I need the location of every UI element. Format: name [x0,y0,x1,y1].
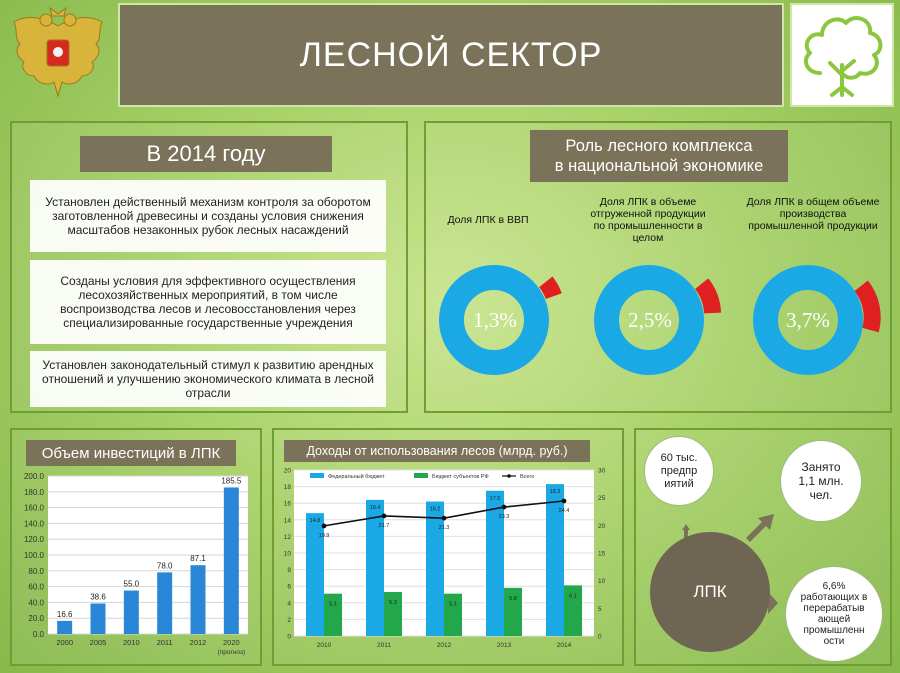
data-label: 24.4 [558,507,570,514]
line-point [382,514,387,519]
y-tick-label-left: 14 [283,517,291,525]
data-label: 23.3 [498,514,510,521]
arrow-upright-icon [746,514,774,542]
x-tick-label: 2013 [496,642,512,649]
bar [486,491,504,636]
y-tick-label: 100.0 [23,551,44,560]
x-tick-label: 2014 [556,642,572,649]
legend-label: Всего [520,474,535,480]
donut-label-shipped: Доля ЛПК в объеме отгруженной продукции по промышленности в целом [590,196,706,244]
y-tick-label-left: 12 [283,533,291,541]
data-label: 78.0 [156,561,173,571]
y-tick-label-left: 2 [287,616,291,624]
achievement-card: Установлен законодательный стимул к развитию арендных отношений и улучшению экономического климата в лесной отрасли [30,351,386,407]
data-label: 14.8 [309,518,321,525]
x-tick-label: 2005 [89,638,107,647]
x-tick-note: (прогноз) [217,649,246,656]
line-point [562,499,567,504]
data-label: 16.2 [429,506,441,513]
legend-label: Бюджет субъектов РФ [432,474,489,480]
bar [324,594,342,636]
donut-label-gdp: Доля ЛПК в ВВП [447,214,529,226]
bar [306,513,324,636]
x-tick-label: 2011 [377,642,391,649]
investment-chart [12,470,260,662]
y-tick-label-left: 4 [287,600,291,608]
bar [426,502,444,636]
revenue-chart [276,464,620,662]
bar [91,604,106,634]
y-tick-label-left: 18 [283,484,291,492]
bar [57,621,72,634]
y-tick-label: 180.0 [23,487,44,497]
donut-label-production: Доля ЛПК в общем объеме производства промышленной продукции [746,196,880,232]
donut-value-shipped: 2,5% [628,308,672,332]
enterprises-bubble: 60 тыс. предпр иятий [644,436,714,506]
y-tick-label-left: 8 [287,567,291,575]
y-tick-label: 200.0 [23,472,44,481]
x-tick-label: 2012 [189,638,207,647]
bar [444,594,462,636]
bar [224,487,239,634]
data-label: 87.1 [190,554,206,564]
legend-swatch [310,473,324,478]
bar [546,484,564,636]
y-tick-label: 140.0 [23,519,44,529]
tree-icon [790,3,894,107]
y-tick-label: 60.0 [28,582,44,592]
achievement-card: Созданы условия для эффективного осуществления лесохозяйственных мероприятий, в том числе воспроизводства лесов и лесовосстановления через специализированные государственные учреждения [30,260,386,344]
data-label: 5.3 [389,600,397,607]
x-tick-label: 2012 [436,642,452,649]
y-tick-label-left: 20 [283,467,291,475]
line-point [442,516,447,521]
data-label: 18.3 [549,489,561,496]
bar [366,500,384,636]
data-label: 6.1 [569,593,577,600]
y-tick-label: 40.0 [28,598,44,608]
y-tick-label: 20.0 [28,614,44,624]
x-tick-label: 2010 [122,638,140,647]
data-label: 19.9 [318,532,330,539]
x-tick-label: 2000 [56,638,74,647]
employment-bubble: Занято 1,1 млн. чел. [780,440,862,522]
y-tick-label: 80.0 [28,566,44,576]
y-tick-label-left: 10 [283,550,291,558]
data-label: 16.4 [369,504,381,511]
y-tick-label-right: 10 [598,578,606,586]
data-label: 5.1 [449,601,457,608]
data-label: 185.5 [221,476,242,486]
revenue-title: Доходы от использования лесов (млрд. руб.) [284,440,590,462]
y-tick-label-right: 30 [598,467,606,475]
data-label: 17.5 [489,495,501,502]
y-tick-label-right: 20 [598,522,606,530]
year-section-title: В 2014 году [80,136,332,172]
y-tick-label: 160.0 [23,503,44,513]
y-tick-label-left: 16 [283,500,291,508]
legend-swatch [414,473,428,478]
data-label: 5.8 [509,595,517,602]
forest-industry-center: ЛПК [650,532,770,652]
data-label: 38.6 [90,592,106,602]
y-tick-label: 120.0 [23,535,44,545]
donut-value-production: 3,7% [786,308,830,332]
role-title-line1: Роль лесного комплекса [565,137,753,155]
investment-title: Объем инвестиций в ЛПК [26,440,236,466]
donut-value-gdp: 1,3% [473,308,517,332]
y-tick-label: 0.0 [32,630,44,639]
y-tick-label-right: 5 [598,605,602,613]
y-tick-label-right: 25 [598,495,606,503]
bar [384,592,402,636]
processing-share-bubble: 6,6% работающих в перерабатыв ающей промышленн ости [785,566,883,662]
line-point [322,523,327,528]
page-title: ЛЕСНОЙ СЕКТОР [118,3,784,107]
data-label: 21.3 [438,525,450,532]
x-tick-label: 2020 [222,638,240,647]
role-title-line2: в национальной экономике [554,157,764,175]
y-tick-label-left: 0 [287,633,291,641]
role-section-title [530,130,788,182]
data-label: 21.7 [378,522,390,529]
coat-of-arms-icon [4,4,112,108]
legend-label: Федеральный бюджет [328,474,385,480]
achievement-card: Установлен действенный механизм контроля за оборотом заготовленной древесины и созданы условия снижения масштабов незаконных рубок лесных насаждений [30,180,386,252]
line-point [502,505,507,510]
data-label: 55.0 [123,579,140,589]
bar [191,565,206,634]
legend-swatch [507,474,511,478]
data-label: 5.1 [329,601,337,608]
x-tick-label: 2010 [316,642,332,649]
bar [124,591,139,634]
bar [157,572,172,634]
y-tick-label-left: 6 [287,583,291,591]
x-tick-label: 2011 [156,638,173,647]
y-tick-label-right: 15 [598,550,606,558]
y-tick-label-right: 0 [598,633,602,641]
data-label: 16.6 [56,609,73,619]
